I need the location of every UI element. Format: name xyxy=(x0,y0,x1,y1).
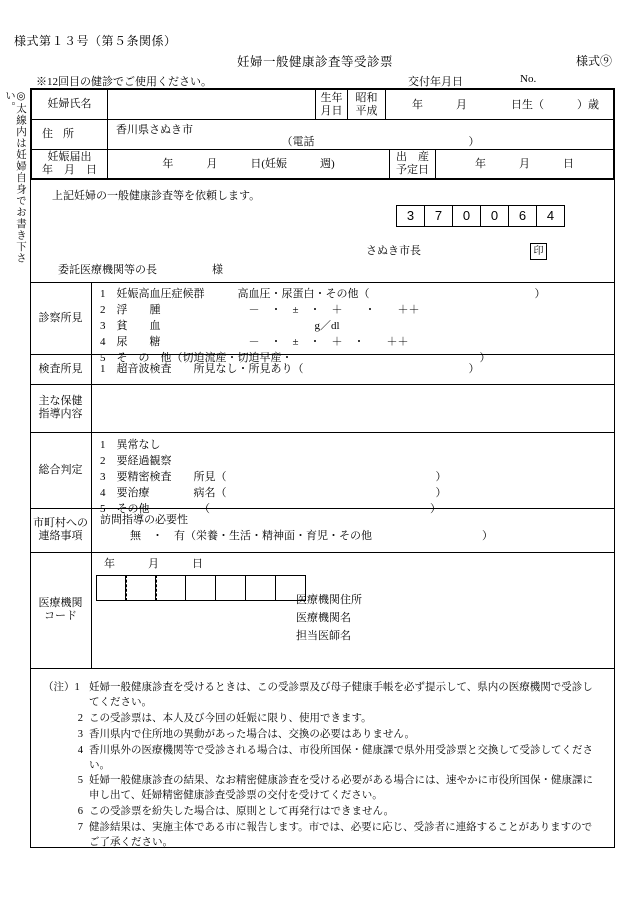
exam-row: 2 浮 腫 － ・ ± ・ ＋ ・ ＋＋ xyxy=(100,303,420,316)
code-digit: 3 xyxy=(396,205,425,227)
field-guidance[interactable] xyxy=(92,384,615,432)
label-doctor-name: 担当医師名 xyxy=(296,630,351,642)
judgement-row: 4 要治療 病名（ ） xyxy=(100,486,447,499)
usage-note: ※12回目の健診でご使用ください。 xyxy=(36,76,212,88)
label-municipality: 市町村への 連絡事項 xyxy=(30,508,92,552)
code-cell[interactable] xyxy=(126,575,156,601)
code-digit: 0 xyxy=(481,205,509,227)
exam-row: 3 貧 血 g／dl xyxy=(100,319,340,332)
request-text: 上記妊婦の一般健康診査等を依頼します。 xyxy=(52,190,261,202)
label-birth: 生年 月日 xyxy=(316,90,348,120)
judgement-row: 3 要精密検査 所見（ ） xyxy=(100,470,447,483)
code-digit: 0 xyxy=(453,205,481,227)
label-guidance: 主な保健 指導内容 xyxy=(30,384,92,432)
page-title: 妊婦一般健康診査等受診票 xyxy=(236,55,393,69)
judgement-content xyxy=(92,432,615,515)
label-test-findings: 検査所見 xyxy=(30,354,92,384)
municipality-value[interactable]: 無 ・ 有（栄養・生活・精神面・育児・その他 ） xyxy=(130,529,493,542)
label-exam-findings: 診察所見 xyxy=(30,282,92,354)
institution-code-boxes[interactable] xyxy=(96,575,306,601)
field-address[interactable]: 香川県さぬき市 xyxy=(108,120,613,150)
code-cell[interactable] xyxy=(246,575,276,601)
notes-box xyxy=(30,668,615,848)
institution-date-line[interactable]: 年 月 日 xyxy=(104,558,203,570)
note-item: 2 この受診票は、本人及び今回の妊娠に限り、使用できます。 xyxy=(77,712,372,724)
code-cell[interactable] xyxy=(186,575,216,601)
mayor-name: さぬき市長 xyxy=(366,245,421,257)
exam-row: 4 尿 糖 － ・ ± ・ ＋ ・ ＋＋ xyxy=(100,335,409,348)
label-name: 妊婦氏名 xyxy=(32,90,108,120)
code-cell[interactable] xyxy=(96,575,126,601)
field-report-date[interactable]: 年 月 日(妊娠 週) xyxy=(108,150,390,178)
label-institution-name: 医療機関名 xyxy=(296,612,351,624)
label-due-date: 出 産 予定日 xyxy=(390,150,436,178)
form-number: 様式第１３号（第５条関係） xyxy=(14,34,177,48)
test-findings-row: 1 超音波検査 所見なし・所見あり（ ） xyxy=(100,363,480,375)
style-mark: 様式⑨ xyxy=(575,54,612,68)
issue-date-label: 交付年月日 xyxy=(408,76,463,88)
label-institution-code: 医療機関 コード xyxy=(30,552,92,668)
municipality-title: 訪問指導の必要性 xyxy=(100,514,188,526)
field-name[interactable] xyxy=(108,90,316,120)
field-due-date[interactable]: 年 月 日 xyxy=(475,158,574,170)
judgement-row: 5 その他 （ ） xyxy=(100,502,441,515)
label-institution-address: 医療機関住所 xyxy=(296,594,362,606)
issue-no-label: No. xyxy=(520,73,537,85)
code-digit: 4 xyxy=(537,205,565,227)
code-digit: 6 xyxy=(509,205,537,227)
field-birthdate[interactable]: 年 月 日生（ ）歳 xyxy=(386,90,613,120)
note-item: （注）1 妊婦一般健康診査を受けるときは、この受診票及び母子健康手帳を必ず提示して、県内の医療機関で受診してください。 xyxy=(43,682,593,708)
applicant-info-box xyxy=(30,88,615,180)
code-digit: 7 xyxy=(425,205,453,227)
label-era: 昭和 平成 xyxy=(348,90,386,120)
code-cell[interactable] xyxy=(156,575,186,601)
exam-findings-content xyxy=(92,282,615,364)
field-telephone[interactable]: （電話 ） xyxy=(281,136,480,148)
label-address: 住所 xyxy=(32,120,108,150)
note-item: 5 妊婦一般健康診査の結果、なお精密健康診査を受ける必要がある場合には、速やかに市役所国保・健康課に申し出て、妊婦精密健康診査受診票の交付を受けてください。 xyxy=(77,775,593,802)
municipal-code xyxy=(396,205,565,227)
judgement-row: 1 異常なし xyxy=(100,439,161,451)
note-item: 4 香川県外の医療機関等で受診される場合は、市役所国保・健康課で県外用受診票と交換して受診してください。 xyxy=(77,744,593,771)
label-report-date: 妊娠届出 年 月 日 xyxy=(32,150,108,178)
note-item: 6 この受診票を紛失した場合は、原則として再発行はできません。 xyxy=(77,806,395,818)
exam-row: 1 妊娠高血圧症候群 高血圧・尿蛋白・その他（ ） xyxy=(100,288,546,300)
seal-mark: 印 xyxy=(530,243,547,260)
divider xyxy=(30,552,615,553)
code-cell[interactable] xyxy=(216,575,246,601)
institution-head-line: 委託医療機関等の長 様 xyxy=(58,264,223,276)
judgement-row: 2 要経過観察 xyxy=(100,454,172,467)
exam-row: 5 そ の 他（切迫流産・切迫早産・ ） xyxy=(100,351,491,364)
municipality-content xyxy=(92,508,615,552)
label-judgement: 総合判定 xyxy=(30,432,92,508)
side-vertical-note: ◎太線内は妊婦自身でお書き下さい。 xyxy=(3,90,26,264)
note-item: 7 健診結果は、実施主体である市に報告します。市では、必要に応じ、受診者に連絡することがありますのでご了承ください。 xyxy=(77,822,593,849)
note-item: 3 香川県内で住所地の異動があった場合は、交換の必要はありません。 xyxy=(77,728,416,740)
